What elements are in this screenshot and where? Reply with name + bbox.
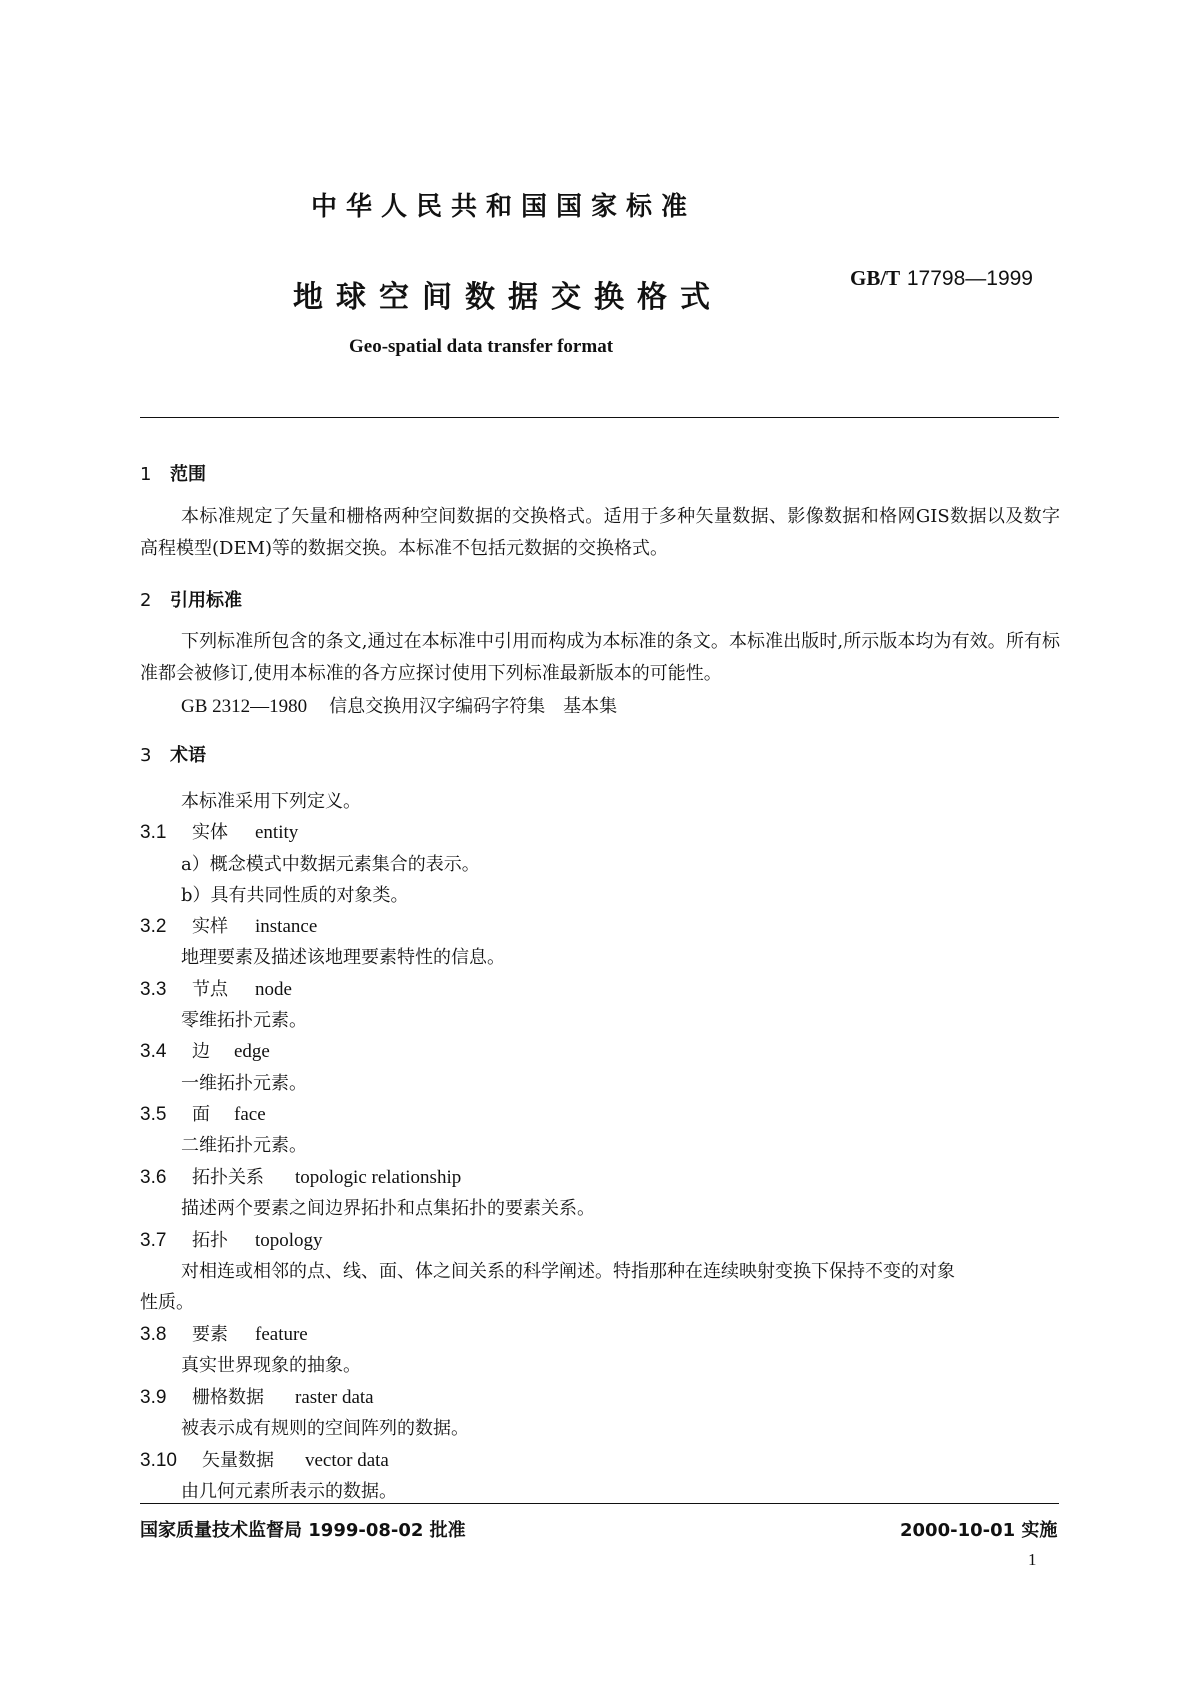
term-definition: 性质。: [140, 1292, 194, 1313]
term-english: feature: [255, 1324, 308, 1345]
term-definition: 零维拓扑元素。: [181, 1010, 307, 1031]
term-entry: [140, 1100, 266, 1126]
term-english: face: [234, 1104, 266, 1125]
term-chinese: 实样: [192, 916, 228, 937]
term-english: entity: [255, 822, 299, 843]
section-heading-text: 引用标准: [170, 590, 242, 611]
term-chinese: 拓扑: [192, 1230, 228, 1251]
header-divider: [140, 417, 1059, 418]
term-number: 3.5: [140, 1104, 167, 1125]
section-heading-terms: [140, 741, 206, 767]
term-definition: 地理要素及描述该地理要素特性的信息。: [181, 947, 505, 968]
reference-title: 信息交换用汉字编码字符集 基本集: [329, 696, 618, 717]
page-number: 1: [1028, 1550, 1037, 1569]
term-english: vector data: [305, 1450, 389, 1471]
term-chinese: 实体: [192, 822, 228, 843]
term-chinese: 边: [192, 1041, 210, 1062]
standard-code-number: 17798—1999: [906, 267, 1033, 290]
scope-paragraph: 本标准规定了矢量和栅格两种空间数据的交换格式。适用于多种矢量数据、影像数据和格网GIS数据以及数字高程模型(DEM)等的数据交换。本标准不包括元数据的交换格式。: [140, 506, 1060, 559]
reference-item: [181, 692, 617, 718]
term-definition: 描述两个要素之间边界拓扑和点集拓扑的要素关系。: [181, 1198, 595, 1219]
references-paragraph: 下列标准所包含的条文,通过在本标准中引用而构成为本标准的条文。本标准出版时,所示版本均为有效。所有标准都会被修订,使用本标准的各方应探讨使用下列标准最新版本的可能性。: [140, 631, 1060, 684]
term-english: node: [255, 979, 292, 1000]
term-number: 3.1: [140, 822, 167, 843]
term-definition: a）概念模式中数据元素集合的表示。: [181, 854, 480, 875]
term-number: 3.8: [140, 1324, 167, 1345]
term-definition: 由几何元素所表示的数据。: [181, 1481, 397, 1502]
term-entry: [140, 1163, 461, 1189]
term-definition: 真实世界现象的抽象。: [181, 1355, 361, 1376]
term-chinese: 拓扑关系: [192, 1167, 264, 1188]
term-english: edge: [234, 1041, 270, 1062]
term-chinese: 矢量数据: [202, 1450, 274, 1471]
term-number: 3.10: [140, 1450, 177, 1471]
term-number: 3.6: [140, 1167, 167, 1188]
term-number: 3.3: [140, 979, 167, 1000]
term-english: instance: [255, 916, 318, 937]
term-definition: 对相连或相邻的点、线、面、体之间关系的科学阐述。特指那种在连续映射变换下保持不变的对象: [181, 1261, 955, 1282]
term-entry: [140, 1383, 374, 1409]
terms-intro: 本标准采用下列定义。: [181, 791, 361, 812]
term-entry: [140, 1446, 389, 1472]
national-standard-title: 中华人民共和国国家标准: [311, 192, 697, 222]
section-number: 1: [140, 464, 152, 485]
section-heading-text: 范围: [170, 464, 206, 485]
reference-code: GB 2312—1980: [181, 696, 308, 717]
section-number: 2: [140, 590, 152, 611]
implementation-date: 2000-10-01 实施: [900, 1520, 1058, 1541]
document-title-english: Geo-spatial data transfer format: [349, 336, 614, 357]
section-heading-text: 术语: [170, 745, 206, 766]
term-number: 3.9: [140, 1387, 167, 1408]
term-definition: 被表示成有规则的空间阵列的数据。: [181, 1418, 469, 1439]
term-entry: [140, 1226, 323, 1252]
section-heading-scope: [140, 460, 206, 486]
term-entry: [140, 1037, 270, 1063]
term-number: 3.2: [140, 916, 167, 937]
term-chinese: 栅格数据: [192, 1387, 264, 1408]
term-definition: b）具有共同性质的对象类。: [181, 885, 409, 906]
term-chinese: 节点: [192, 979, 228, 1000]
standard-code-prefix: GB/T: [850, 266, 901, 290]
term-chinese: 要素: [192, 1324, 228, 1345]
term-english: raster data: [295, 1387, 374, 1408]
term-english: topologic relationship: [295, 1167, 462, 1188]
term-english: topology: [255, 1230, 323, 1251]
term-number: 3.7: [140, 1230, 167, 1251]
section-number: 3: [140, 745, 152, 766]
standard-code: [850, 266, 1033, 291]
term-entry: [140, 1320, 308, 1346]
document-title: 地球空间数据交换格式: [293, 280, 723, 315]
term-definition: 一维拓扑元素。: [181, 1073, 307, 1094]
term-entry: [140, 912, 317, 938]
term-definition: 二维拓扑元素。: [181, 1135, 307, 1156]
section-heading-references: [140, 586, 242, 612]
term-entry: [140, 975, 292, 1001]
term-entry: [140, 818, 298, 844]
footer-divider: [140, 1503, 1059, 1504]
term-number: 3.4: [140, 1041, 167, 1062]
approval-info: 国家质量技术监督局 1999-08-02 批准: [140, 1520, 466, 1541]
term-chinese: 面: [192, 1104, 210, 1125]
